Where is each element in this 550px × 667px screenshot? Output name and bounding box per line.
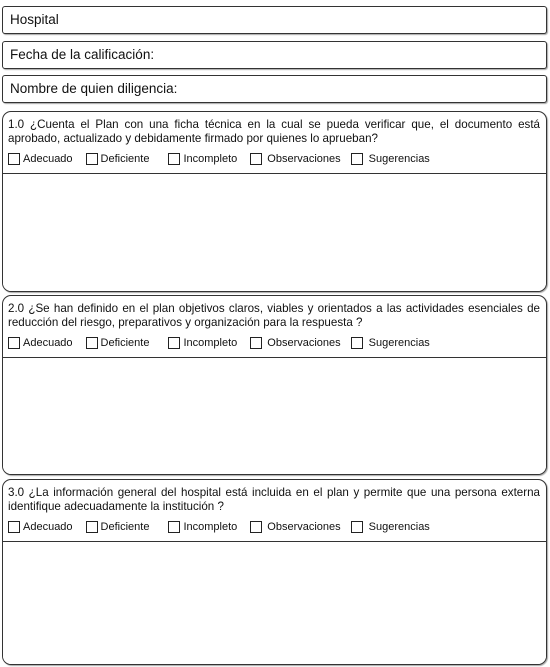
option-deficiente[interactable]: [86, 153, 150, 165]
checkbox[interactable]: [86, 153, 98, 165]
option-label: Adecuado: [23, 521, 73, 533]
question-2-answer-area[interactable]: [3, 357, 546, 474]
checkbox[interactable]: [8, 521, 20, 533]
checkbox[interactable]: [8, 337, 20, 349]
option-adecuado[interactable]: [8, 337, 73, 349]
option-label: Sugerencias: [368, 521, 430, 533]
checkbox[interactable]: [8, 153, 20, 165]
checkbox[interactable]: [168, 153, 180, 165]
nombre-field[interactable]: [2, 75, 547, 103]
checkbox[interactable]: [351, 337, 363, 349]
fecha-label: Fecha de la calificación:: [10, 47, 155, 62]
question-3-answer-area[interactable]: [3, 541, 546, 664]
option-label: Incompleto: [183, 153, 238, 165]
option-label: Observaciones: [267, 153, 341, 165]
checkbox[interactable]: [86, 337, 98, 349]
option-label: Observaciones: [267, 521, 341, 533]
question-1-text: 1.0 ¿Cuenta el Plan con una ficha técnica en la cual se pueda verificar que, el documento está aprobado, actualizado y debidamente firmado por quienes lo aprueban?: [8, 118, 540, 145]
checkbox[interactable]: [351, 521, 363, 533]
option-incompleto[interactable]: [168, 337, 237, 349]
option-sugerencias[interactable]: [351, 337, 430, 349]
option-adecuado[interactable]: [8, 153, 73, 165]
option-incompleto[interactable]: [168, 153, 237, 165]
question-3: [2, 479, 547, 665]
option-deficiente[interactable]: [86, 337, 150, 349]
question-3-text: 3.0 ¿La información general del hospital está incluida en el plan y permite que una persona externa identifique adecuadamente la institución ?: [8, 486, 540, 513]
option-observaciones[interactable]: [250, 337, 340, 349]
question-2: [2, 295, 547, 475]
checkbox[interactable]: [250, 521, 262, 533]
checkbox[interactable]: [168, 337, 180, 349]
checkbox[interactable]: [250, 153, 262, 165]
option-sugerencias[interactable]: [351, 153, 430, 165]
option-label: Adecuado: [23, 153, 73, 165]
option-deficiente[interactable]: [86, 521, 150, 533]
question-1-answer-area[interactable]: [3, 173, 546, 291]
option-label: Observaciones: [267, 337, 341, 349]
option-label: Deficiente: [100, 521, 150, 533]
question-2-options: [3, 334, 546, 352]
option-label: Sugerencias: [368, 153, 430, 165]
option-label: Incompleto: [183, 521, 238, 533]
hospital-label: Hospital: [10, 12, 59, 27]
option-observaciones[interactable]: [250, 153, 340, 165]
checkbox[interactable]: [86, 521, 98, 533]
option-sugerencias[interactable]: [351, 521, 430, 533]
question-2-text: 2.0 ¿Se han definido en el plan objetivos claros, viables y orientados a las actividades esenciales de reducción del riesgo, preparativos y organización para la respuesta ?: [8, 302, 540, 329]
question-3-options: [3, 518, 546, 536]
fecha-field[interactable]: [2, 41, 547, 69]
checkbox[interactable]: [168, 521, 180, 533]
question-1: [2, 111, 547, 292]
option-label: Deficiente: [100, 153, 150, 165]
checkbox[interactable]: [351, 153, 363, 165]
nombre-label: Nombre de quien diligencia:: [10, 81, 178, 96]
option-label: Incompleto: [183, 337, 238, 349]
option-label: Adecuado: [23, 337, 73, 349]
option-observaciones[interactable]: [250, 521, 340, 533]
hospital-field[interactable]: [2, 6, 547, 34]
checkbox[interactable]: [250, 337, 262, 349]
option-label: Deficiente: [100, 337, 150, 349]
option-incompleto[interactable]: [168, 521, 237, 533]
question-1-options: [3, 150, 546, 168]
option-adecuado[interactable]: [8, 521, 73, 533]
option-label: Sugerencias: [368, 337, 430, 349]
